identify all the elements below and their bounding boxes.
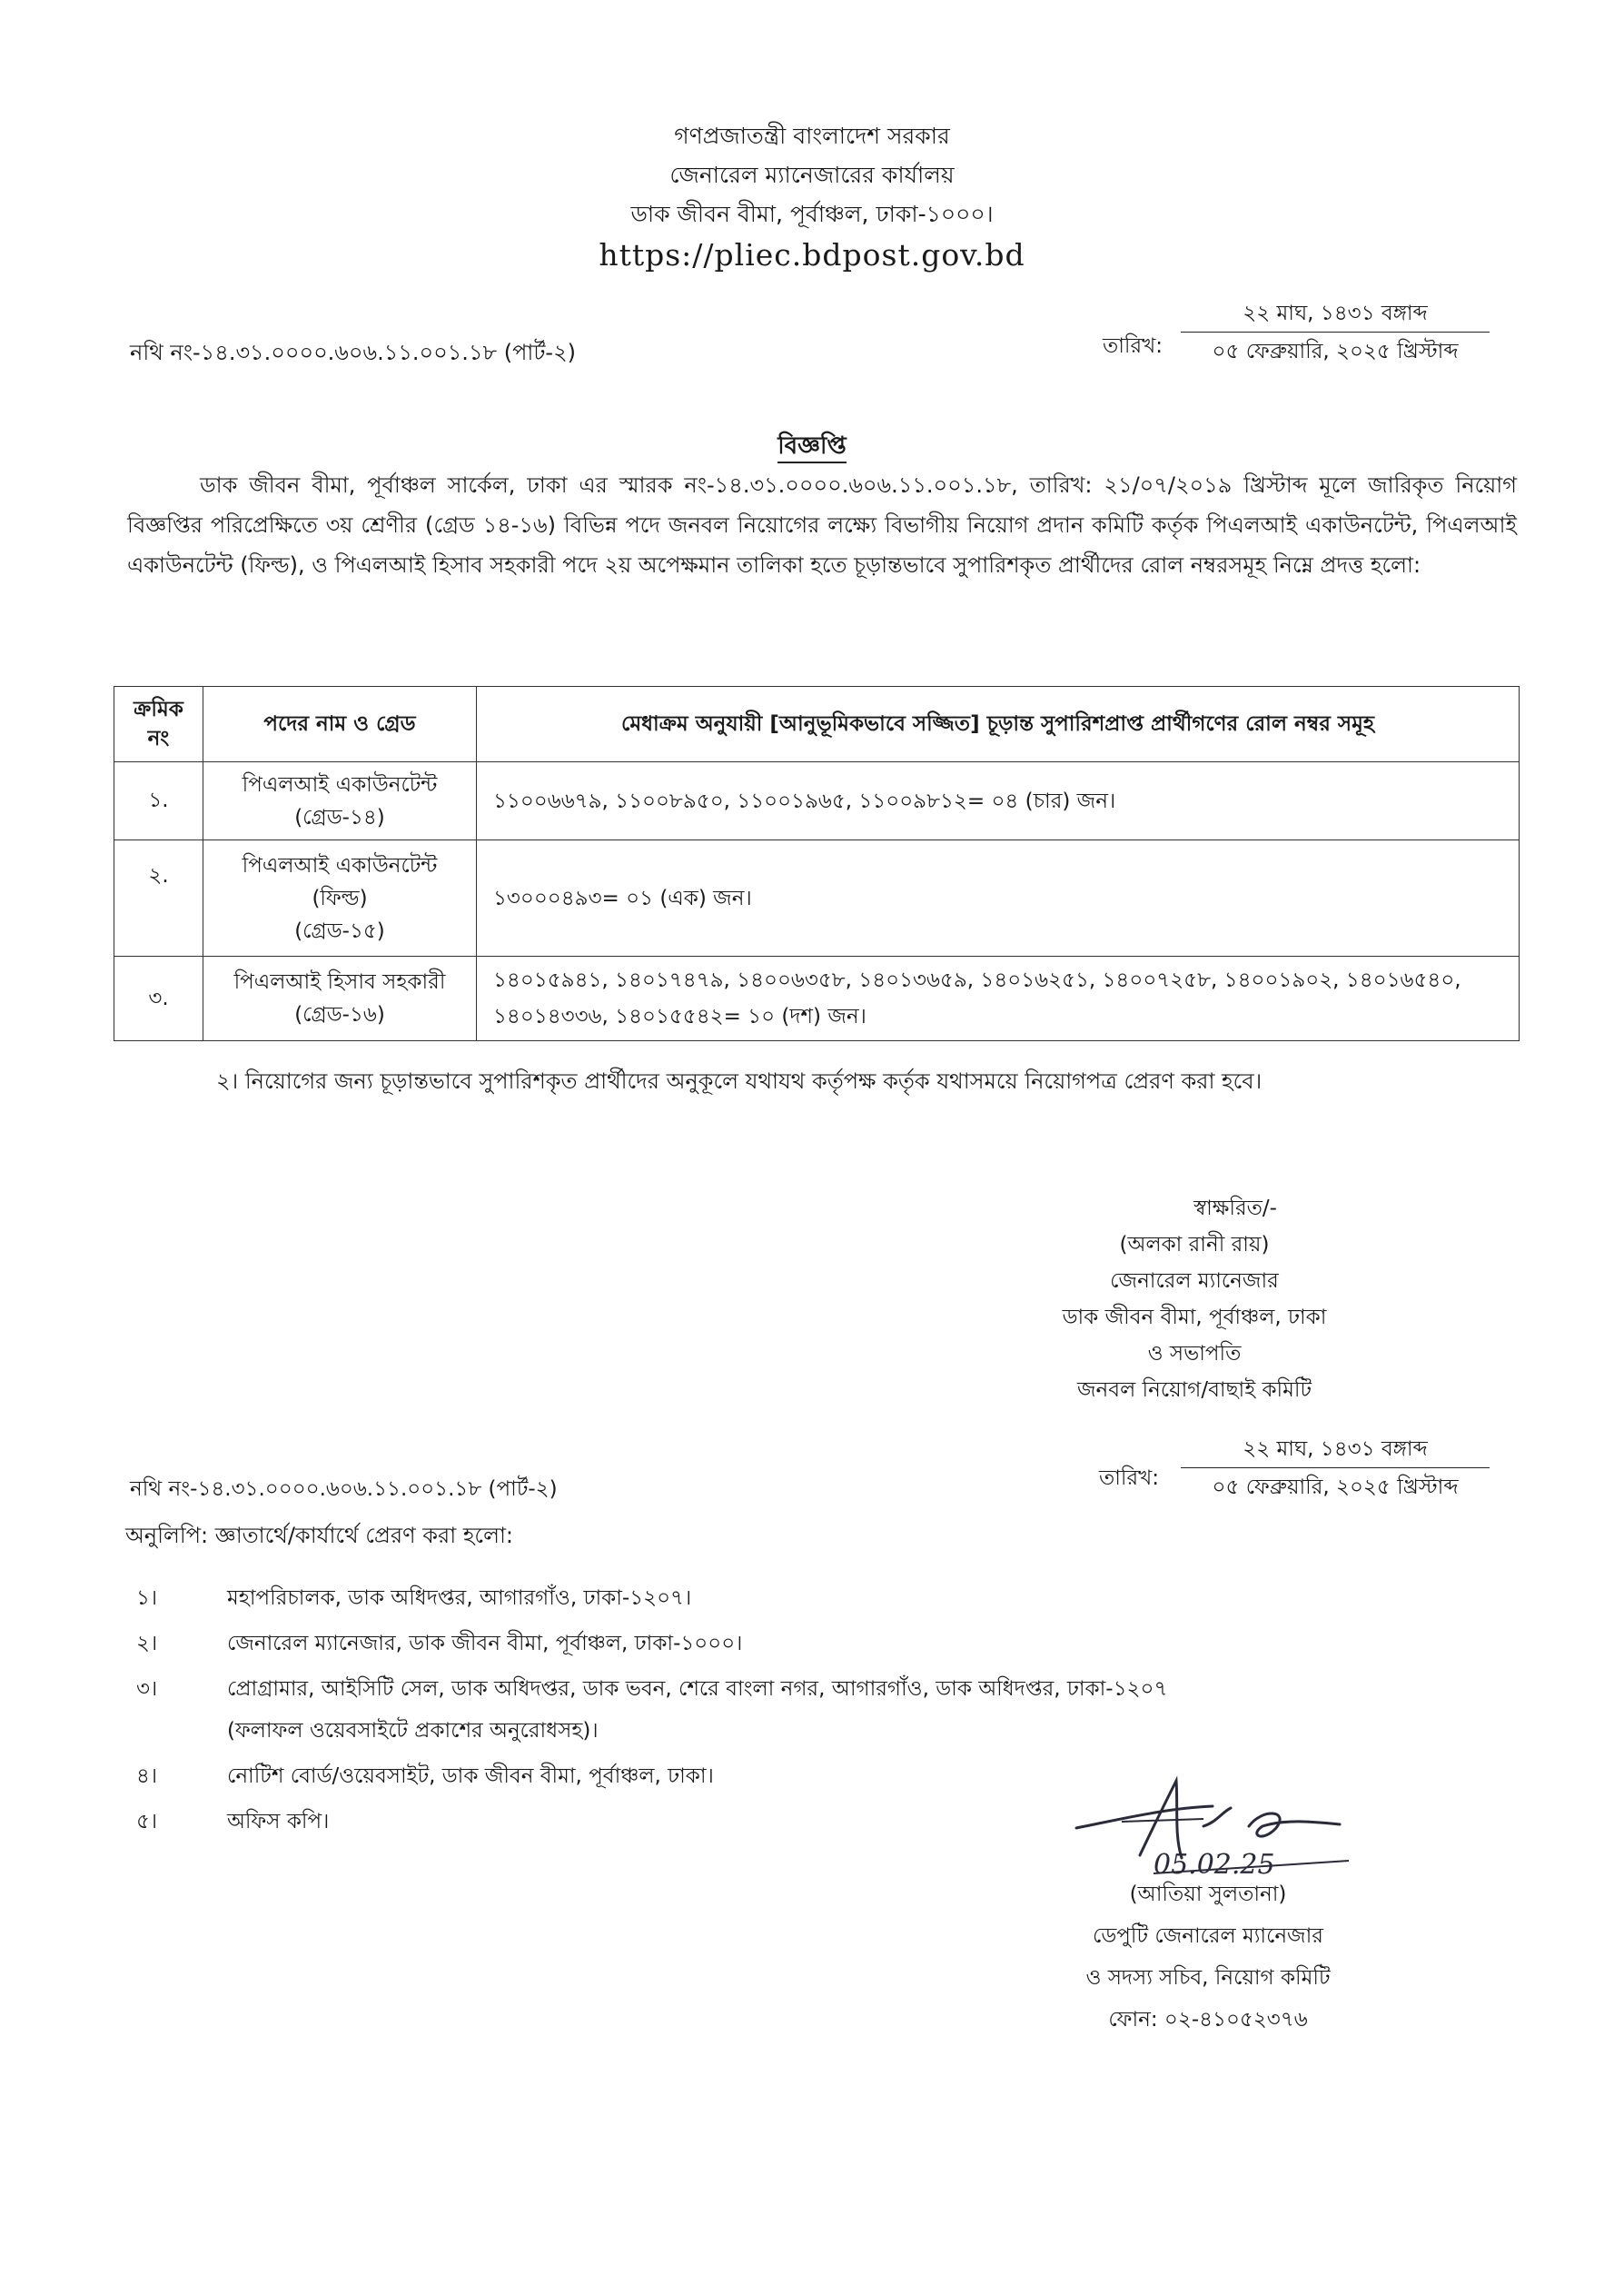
signature-date: 05.02.25 bbox=[1154, 1849, 1275, 1881]
memo-date-copy bbox=[1181, 1434, 1490, 1503]
office-name: জেনারেল ম্যানেজারের কার্যালয় bbox=[669, 162, 955, 188]
signatory-name: (আতিয়া সুলতানা) bbox=[1129, 1883, 1287, 1906]
signatory-phone: ফোন: ০২-৪১০৫২৩৭৬ bbox=[1108, 2008, 1308, 2032]
signatory-role: ও সভাপতি bbox=[1147, 1342, 1242, 1366]
memo-number: নথি নং-১৪.৩১.০০০০.৬০৬.১১.০০১.১৮ (পার্ট-২) bbox=[130, 340, 577, 365]
header-post: পদের নাম ও গ্রেড bbox=[203, 687, 477, 762]
notice-paragraph-2: ২। নিয়োগের জন্য চূড়ান্তভাবে সুপারিশকৃত প্রার্থীদের অনুকূলে যথাযথ কর্তৃপক্ষ কর্তৃক যথাসময়ে নিয়োগপত্র প্রেরণ করা হবে। bbox=[216, 1068, 1263, 1094]
row-post: পিএলআই হিসাব সহকারী (গ্রেড-১৬) bbox=[203, 957, 477, 1041]
handwritten-signature bbox=[1067, 1772, 1358, 1881]
office-address: ডাক জীবন বীমা, পূর্বাঞ্চল, ঢাকা-১০০০। bbox=[630, 201, 994, 227]
table-row bbox=[114, 762, 1520, 840]
date-bangla: ২২ মাঘ, ১৪৩১ বঙ্গাব্দ bbox=[1243, 302, 1428, 325]
signatory-deputy-general-manager bbox=[1017, 1873, 1399, 2041]
signatory-committee: জনবল নিয়োগ/বাছাই কমিটি bbox=[1076, 1378, 1312, 1402]
date-divider bbox=[1181, 332, 1490, 333]
notice-paragraph: ডাক জীবন বীমা, পূর্বাঞ্চল সার্কেল, ঢাকা এর স্মারক নং-১৪.৩১.০০০০.৬০৬.১১.০০১.১৮, তারিখ: ২১/০৭/২০১৯ খ্রিস্টাব্দ মূলে জারিকৃত নিয়োগ বিজ্ঞপ্তির পরিপ্রেক্ষিতে ৩য় শ্রেণীর (গ্রেড ১৪-১৬) বিভিন্ন পদে জনবল নিয়োগের লক্ষ্যে বিভাগীয় নিয়োগ প্রদান কমিটি কর্তৃক পিএলআই একাউনটেন্ট, পিএলআই একাউনটেন্ট (ফিল্ড), ও পিএলআই হিসাব সহকারী পদে ২য় অপেক্ষমান তালিকা হতে চূড়ান্তভাবে সুপারিশকৃত প্রার্থীদের রোল নম্বরসমূহ নিম্নে প্রদত্ত হলো: bbox=[127, 472, 1517, 578]
government-name: গণপ্রজাতন্ত্রী বাংলাদেশ সরকার bbox=[674, 123, 950, 149]
row-serial: ২. bbox=[114, 840, 203, 957]
date-divider bbox=[1181, 1467, 1490, 1468]
website-url[interactable]: https://pliec.bdpost.gov.bd bbox=[599, 237, 1025, 273]
signed-mark: স্বাক্ষরিত/- bbox=[1193, 1197, 1277, 1220]
row-serial: ১. bbox=[114, 762, 203, 840]
notice-title: বিজ্ঞপ্তি bbox=[0, 427, 1624, 467]
memo-date bbox=[1181, 298, 1490, 367]
letterhead bbox=[0, 116, 1624, 277]
signatory-name: (অলকা রানী রায়) bbox=[1119, 1233, 1270, 1257]
table-header-row bbox=[114, 687, 1520, 762]
table-row bbox=[114, 957, 1520, 1041]
row-rolls: ১৪০১৫৯৪১, ১৪০১৭৪৭৯, ১৪০০৬৩৫৮, ১৪০১৩৬৫৯, ১৪০১৬২৫১, ১৪০০৭২৫৮, ১৪০০১৯০২, ১৪০১৬৫৪০, ১৪০১৪৩৩৬, ১৪০১৫৫৪২= ১০ (দশ) জন। bbox=[477, 957, 1520, 1041]
signatory-designation: জেনারেল ম্যানেজার bbox=[1110, 1269, 1279, 1293]
row-post: পিএলআই একাউনটেন্ট (গ্রেড-১৪) bbox=[203, 762, 477, 840]
signatory-designation: ডেপুটি জেনারেল ম্যানেজার bbox=[1093, 1924, 1323, 1948]
date-english: ০৫ ফেব্রুয়ারি, ২০২৫ খ্রিস্টাব্দ bbox=[1212, 340, 1459, 363]
row-rolls: ১১০০৬৬৭৯, ১১০০৮৯৫০, ১১০০১৯৬৫, ১১০০৯৮১২= ০৪ (চার) জন। bbox=[477, 762, 1520, 840]
signatory-role: ও সদস্য সচিব, নিয়োগ কমিটি bbox=[1085, 1966, 1331, 1990]
date-label: তারিখ: bbox=[1103, 334, 1164, 358]
header-rolls: মেধাক্রম অনুযায়ী [আনুভূমিকভাবে সজ্জিত] চূড়ান্ত সুপারিশপ্রাপ্ত প্রার্থীগণের রোল নম্বর সমূহ bbox=[477, 687, 1520, 762]
memo-number-copy: নথি নং-১৪.৩১.০০০০.৬০৬.১১.০০১.১৮ (পার্ট-২) bbox=[130, 1477, 558, 1501]
recommended-candidates-table bbox=[114, 686, 1520, 1041]
date-english: ০৫ ফেব্রুয়ারি, ২০২৫ খ্রিস্টাব্দ bbox=[1212, 1475, 1459, 1499]
signatory-general-manager bbox=[1026, 1190, 1362, 1408]
date-bangla: ২২ মাঘ, ১৪৩১ বঙ্গাব্দ bbox=[1243, 1437, 1428, 1461]
row-serial: ৩. bbox=[114, 957, 203, 1041]
copy-heading: অনুলিপি: জ্ঞাতার্থে/কার্যার্থে প্রেরণ করা হলো: bbox=[125, 1523, 514, 1548]
table-row bbox=[114, 840, 1520, 957]
row-rolls: ১৩০০০৪৯৩= ০১ (এক) জন। bbox=[477, 840, 1520, 957]
date-label-copy: তারিখ: bbox=[1099, 1466, 1160, 1490]
signatory-office: ডাক জীবন বীমা, পূর্বাঞ্চল, ঢাকা bbox=[1062, 1306, 1327, 1329]
notice-page: গণপ্রজাতন্ত্রী বাংলাদেশ সরকার জেনারেল ম্যানেজারের কার্যালয় ডাক জীবন বীমা, পূর্বাঞ্চল, ঢাকা-১০০০। https://pliec.bdpost.gov.bd নথি নং-১৪.৩১.০০০০.৬০৬.১১.০০১.১৮ (পার্ট-২) তারিখ: ২২ মাঘ, ১৪৩১ বঙ্গাব্দ ০৫ ফেব্রুয়ারি, ২০২৫ খ্রিস্টাব্দ বিজ্ঞপ্তি ডাক জীবন বীমা, পূর্বাঞ্চল সার্কেল, ঢাকা এর স্মারক নং-১৪.৩১.০০০০.৬০৬.১১.০০১.১৮, তারিখ: ২১/০৭/২০১৯ খ্রিস্টাব্দ মূলে জারিকৃত নিয়োগ বিজ্ঞপ্তির পরিপ্রেক্ষিতে ৩য় শ্রেণীর (গ্রেড ১৪-১৬) বিভিন্ন পদে জনবল নিয়োগের লক্ষ্যে বিভাগীয় নিয়োগ প্রদান কমিটি কর্তৃক পিএলআই একাউনটেন্ট, পিএলআই একাউনটেন্ট (ফিল্ড), ও পিএলআই হিসাব সহকারী পদে ২য় অপেক্ষমান তালিকা হতে চূড়ান্তভাবে সুপারিশকৃত প্রার্থীদের রোল নম্বরসমূহ নিম্নে প্রদত্ত হলো: ক্রমিক নং পদের নাম ও গ্রেড মেধাক্রম অনুযায়ী [আনুভূমিকভাবে সজ্জিত] চূড়ান্ত সুপারিশপ্রাপ্ত প্রার্থীগণের রোল নম্বর সমূহ ১. পিএলআই একাউনটেন্ট (গ্রেড-১৪) ১১০০৬৬৭৯, ১১০০৮৯৫০, ১১০০১৯৬৫, ১১০০৯৮১২= ০৪ (চার) জন। ২. পিএলআই একাউনটেন্ট (ফিল্ড) (গ্রেড-১৫) ১৩০০০৪৯৩= ০১ (এক) জন। ৩. পিএলআই হিসাব সহকারী (গ্রেড-১৬) ১৪০১৫৯৪১, ১৪০১৭৪৭৯, ১৪০০৬৩৫৮, ১৪০১৩৬৫৯, ১৪০১৬২৫১, ১৪০০৭২৫৮, ১৪০০১৯০২, ১৪০১৬৫৪০, ১৪০১৪৩৩৬, ১৪০১৫৫৪২= ১০ (দশ) জন। ২। নিয়োগের জন্য চূড়ান্তভাবে সুপারিশকৃত প্রার্থীদের অনুকূলে যথাযথ কর্তৃপক্ষ কর্তৃক যথাসময়ে নিয়োগপত্র প্রেরণ করা হবে। স্বাক্ষরিত/- (অলকা রানী রায়) জেনারেল ম্যানেজার ডাক জীবন বীমা, পূর্বাঞ্চল, ঢাকা ও সভাপতি জনবল নিয়োগ/বাছাই কমিটি নথি নং-১৪.৩১.০০০০.৬০৬.১১.০০১.১৮ (পার্ট-২) তারিখ: ২২ মাঘ, ১৪৩১ বঙ্গাব্দ ০৫ ফেব্রুয়ারি, ২০২৫ খ্রিস্টাব্দ অনুলিপি: জ্ঞাতার্থে/কার্যার্থে প্রেরণ করা হলো: ১। মহাপরিচালক, ডাক অধিদপ্তর, আগারগাঁও, ঢাকা-১২০৭। ২। জেনারেল ম্যানেজার, ডাক জীবন বীমা, পূর্বাঞ্চল, ঢাকা-১০০০। ৩। প্রোগ্রামার, আইসিটি সেল, ডাক অধিদপ্তর, ডাক ভবন, শেরে বাংলা নগর, আগারগাঁও, ডাক অধিদপ্তর, ঢাকা-১২০৭ (ফলাফল ওয়েবসাইটে প্রকাশের অনুরোধসহ)। ৪। নোটিশ বোর্ড/ওয়েবসাইট, ডাক জীবন বীমা, পূর্বাঞ্চল, ঢাকা। ৫। অফিস কপি। 05.02.25 (আতিয়া সুলতানা) ডেপুটি জেনারেল ম্যানেজার ও সদস্য সচিব, নিয়োগ কমিটি ফোন: ০২-৪১০৫২৩৭৬ bbox=[0, 0, 1624, 2295]
header-serial: ক্রমিক নং bbox=[114, 687, 203, 762]
row-post: পিএলআই একাউনটেন্ট (ফিল্ড) (গ্রেড-১৫) bbox=[203, 840, 477, 957]
